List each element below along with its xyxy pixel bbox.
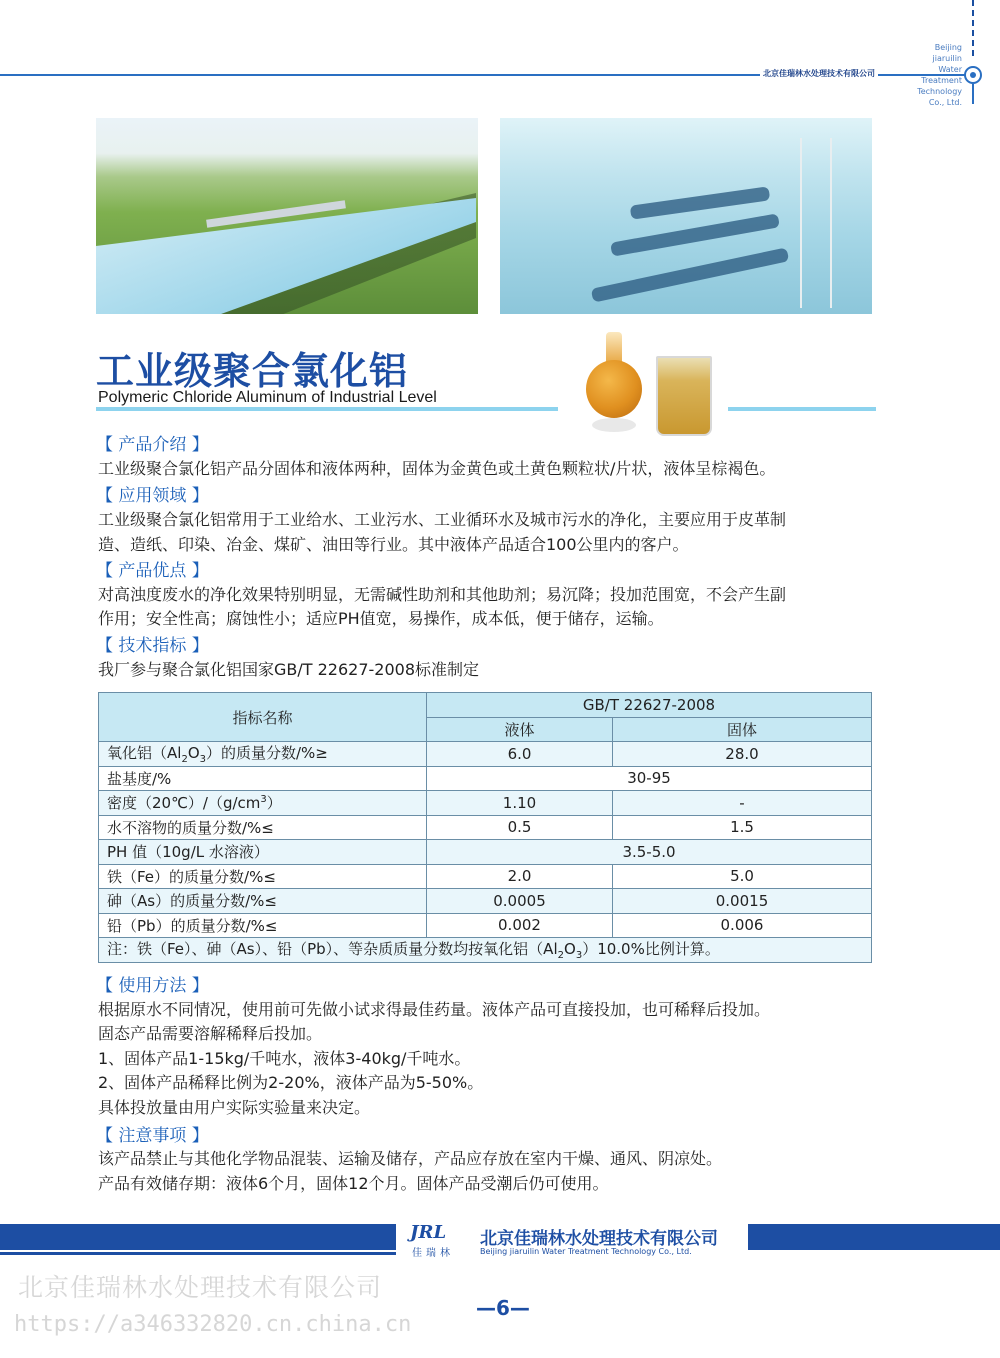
header-company-en (917, 42, 962, 108)
table-cell-name (99, 791, 427, 816)
table-cell-liquid: 0.002 (427, 913, 613, 938)
table-cell-solid: 1.5 (613, 815, 872, 840)
page-number: —6— (476, 1296, 530, 1320)
advantages-line: 作用；安全性高；腐蚀性小；适应PH值宽，易操作，成本低，便于储存，运输。 (98, 609, 664, 628)
specs-text: 我厂参与聚合氯化铝国家GB/T 22627-2008标准制定 (98, 660, 480, 679)
flask-base-shape (592, 418, 636, 432)
usage-line: 2、固体产品稀释比例为2-20%，液体产品为5-50%。 (98, 1073, 484, 1092)
note-sub: 3 (575, 950, 583, 962)
name-sub: 3 (199, 754, 206, 766)
header-vertical-line (972, 84, 974, 104)
table-cell-merged: 3.5-5.0 (427, 840, 872, 865)
table-row (99, 742, 872, 767)
table-cell-liquid: 6.0 (427, 742, 613, 767)
header-en-line: jiaruilin (932, 54, 962, 63)
table-note-row (99, 938, 872, 963)
table-row (99, 840, 872, 865)
application-line: 工业级聚合氯化铝常用于工业给水、工业污水、工业循环水及城市污水的净化，主要应用于皮革制 (98, 510, 787, 529)
usage-line: 固态产品需要溶解稀释后投加。 (98, 1024, 323, 1043)
table-cell-liquid: 0.0005 (427, 889, 613, 914)
header-dashed-line (972, 0, 976, 56)
table-row (99, 913, 872, 938)
page-title: 工业级聚合氯化铝 (96, 349, 409, 393)
header-en-line: Water (938, 65, 962, 74)
liquid-product-beaker-image (656, 356, 712, 436)
table-header-liquid: 液体 (427, 717, 613, 742)
footer-company-cn: 北京佳瑞林水处理技术有限公司 (480, 1229, 718, 1249)
table-row (99, 815, 872, 840)
note-part: 注：铁（Fe）、砷（As）、铅（Pb）、等杂质质量分数均按氧化铝（Al (107, 940, 558, 959)
pump-station-photo (500, 118, 872, 314)
table-cell-name: 水不溶物的质量分数/%≤ (99, 815, 427, 840)
section-heading-specs: 【 技术指标 】 (96, 636, 209, 656)
railing-shape (830, 138, 832, 308)
section-heading-application: 【 应用领域 】 (96, 486, 209, 506)
table-cell-solid: 0.0015 (613, 889, 872, 914)
name-part: O (187, 744, 200, 763)
table-cell-solid: 5.0 (613, 864, 872, 889)
flask-body-shape (586, 360, 642, 418)
pipe-shape (610, 213, 780, 256)
header-en-line: Treatment (921, 76, 962, 85)
application-line: 造、造纸、印染、冶金、煤矿、油田等行业。其中液体产品适合100公里内的客户。 (98, 535, 689, 554)
name-part: ） (266, 794, 282, 813)
company-logo: JRL (410, 1222, 447, 1243)
usage-line: 具体投放量由用户实际实验量来决定。 (98, 1098, 371, 1117)
name-part: 氧化铝（Al (107, 744, 182, 763)
table-cell-liquid: 0.5 (427, 815, 613, 840)
spec-table (98, 692, 872, 963)
table-cell-name: 砷（As）的质量分数/%≤ (99, 889, 427, 914)
table-cell-solid: 0.006 (613, 913, 872, 938)
name-sup: 3 (260, 794, 267, 806)
table-row (99, 864, 872, 889)
table-note (99, 938, 872, 963)
name-part: 密度（20℃）/（g/cm (107, 794, 261, 813)
table-cell-name: 铁（Fe）的质量分数/%≤ (99, 864, 427, 889)
water-canal-photo (96, 118, 478, 314)
header-en-line: Co., Ltd. (928, 98, 962, 107)
footer-band-left (0, 1224, 396, 1250)
notes-line: 该产品禁止与其他化学物品混装、运输及储存，产品应存放在室内干燥、通风、阴凉处。 (98, 1149, 723, 1168)
footer-band-right (748, 1224, 1000, 1250)
table-cell-name: 盐基度/% (99, 766, 427, 791)
watermark-url: https://a346332820.cn.china.cn (14, 1312, 412, 1337)
name-sub: 2 (181, 754, 188, 766)
usage-line: 根据原水不同情况，使用前可先做小试求得最佳药量。液体产品可直接投加，也可稀释后投加。 (98, 1000, 771, 1019)
name-part: ）的质量分数/%≥ (206, 744, 328, 763)
note-sub: 2 (557, 950, 564, 962)
table-cell-merged: 30-95 (427, 766, 872, 791)
header-en-line: Technology (917, 87, 962, 96)
footer-stripe (0, 1252, 396, 1255)
table-row (99, 766, 872, 791)
table-row (99, 889, 872, 914)
page-subtitle: Polymeric Chloride Aluminum of Industrial Level (98, 389, 437, 406)
table-header-standard: GB/T 22627-2008 (427, 693, 872, 718)
company-logo-cn: 佳瑞林 (412, 1248, 454, 1259)
intro-text: 工业级聚合氯化铝产品分固体和液体两种，固体为金黄色或土黄色颗粒状/片状，液体呈棕褐色。 (98, 459, 776, 478)
pipe-shape (630, 186, 771, 219)
table-cell-liquid: 2.0 (427, 864, 613, 889)
table-cell-name (99, 742, 427, 767)
note-part: O (564, 940, 576, 959)
table-cell-solid: 28.0 (613, 742, 872, 767)
usage-line: 1、固体产品1-15kg/千吨水，液体3-40kg/千吨水。 (98, 1049, 471, 1068)
solid-product-flask-image (584, 330, 644, 438)
pipe-shape (591, 247, 790, 302)
footer-company-en: Beijing jiaruilin Water Treatment Technology Co., Ltd. (480, 1247, 692, 1256)
table-cell-solid: - (613, 791, 872, 816)
title-underline-right (728, 407, 876, 411)
notes-line: 产品有效储存期：液体6个月，固体12个月。固体产品受潮后仍可使用。 (98, 1174, 609, 1193)
table-row (99, 791, 872, 816)
advantages-line: 对高浊度废水的净化效果特别明显，无需碱性助剂和其他助剂；易沉降；投加范围宽，不会产生副 (98, 585, 787, 604)
header-target-icon (964, 66, 982, 84)
note-part: ）10.0%比例计算。 (582, 940, 720, 959)
table-cell-name: PH 值（10g/L 水溶液） (99, 840, 427, 865)
table-cell-name: 铅（Pb）的质量分数/%≤ (99, 913, 427, 938)
railing-shape (800, 138, 802, 308)
title-underline-left (96, 407, 558, 411)
section-heading-notes: 【 注意事项 】 (96, 1126, 209, 1146)
section-heading-usage: 【 使用方法 】 (96, 976, 209, 996)
table-header-name: 指标名称 (99, 693, 427, 742)
section-heading-intro: 【 产品介绍 】 (96, 435, 209, 455)
table-header-solid: 固体 (613, 717, 872, 742)
watermark-company: 北京佳瑞林水处理技术有限公司 (18, 1273, 383, 1302)
header-company-name: 北京佳瑞林水处理技术有限公司 (760, 68, 878, 79)
table-cell-liquid: 1.10 (427, 791, 613, 816)
section-heading-advantages: 【 产品优点 】 (96, 561, 209, 581)
header-en-line: Beijing (934, 43, 962, 52)
